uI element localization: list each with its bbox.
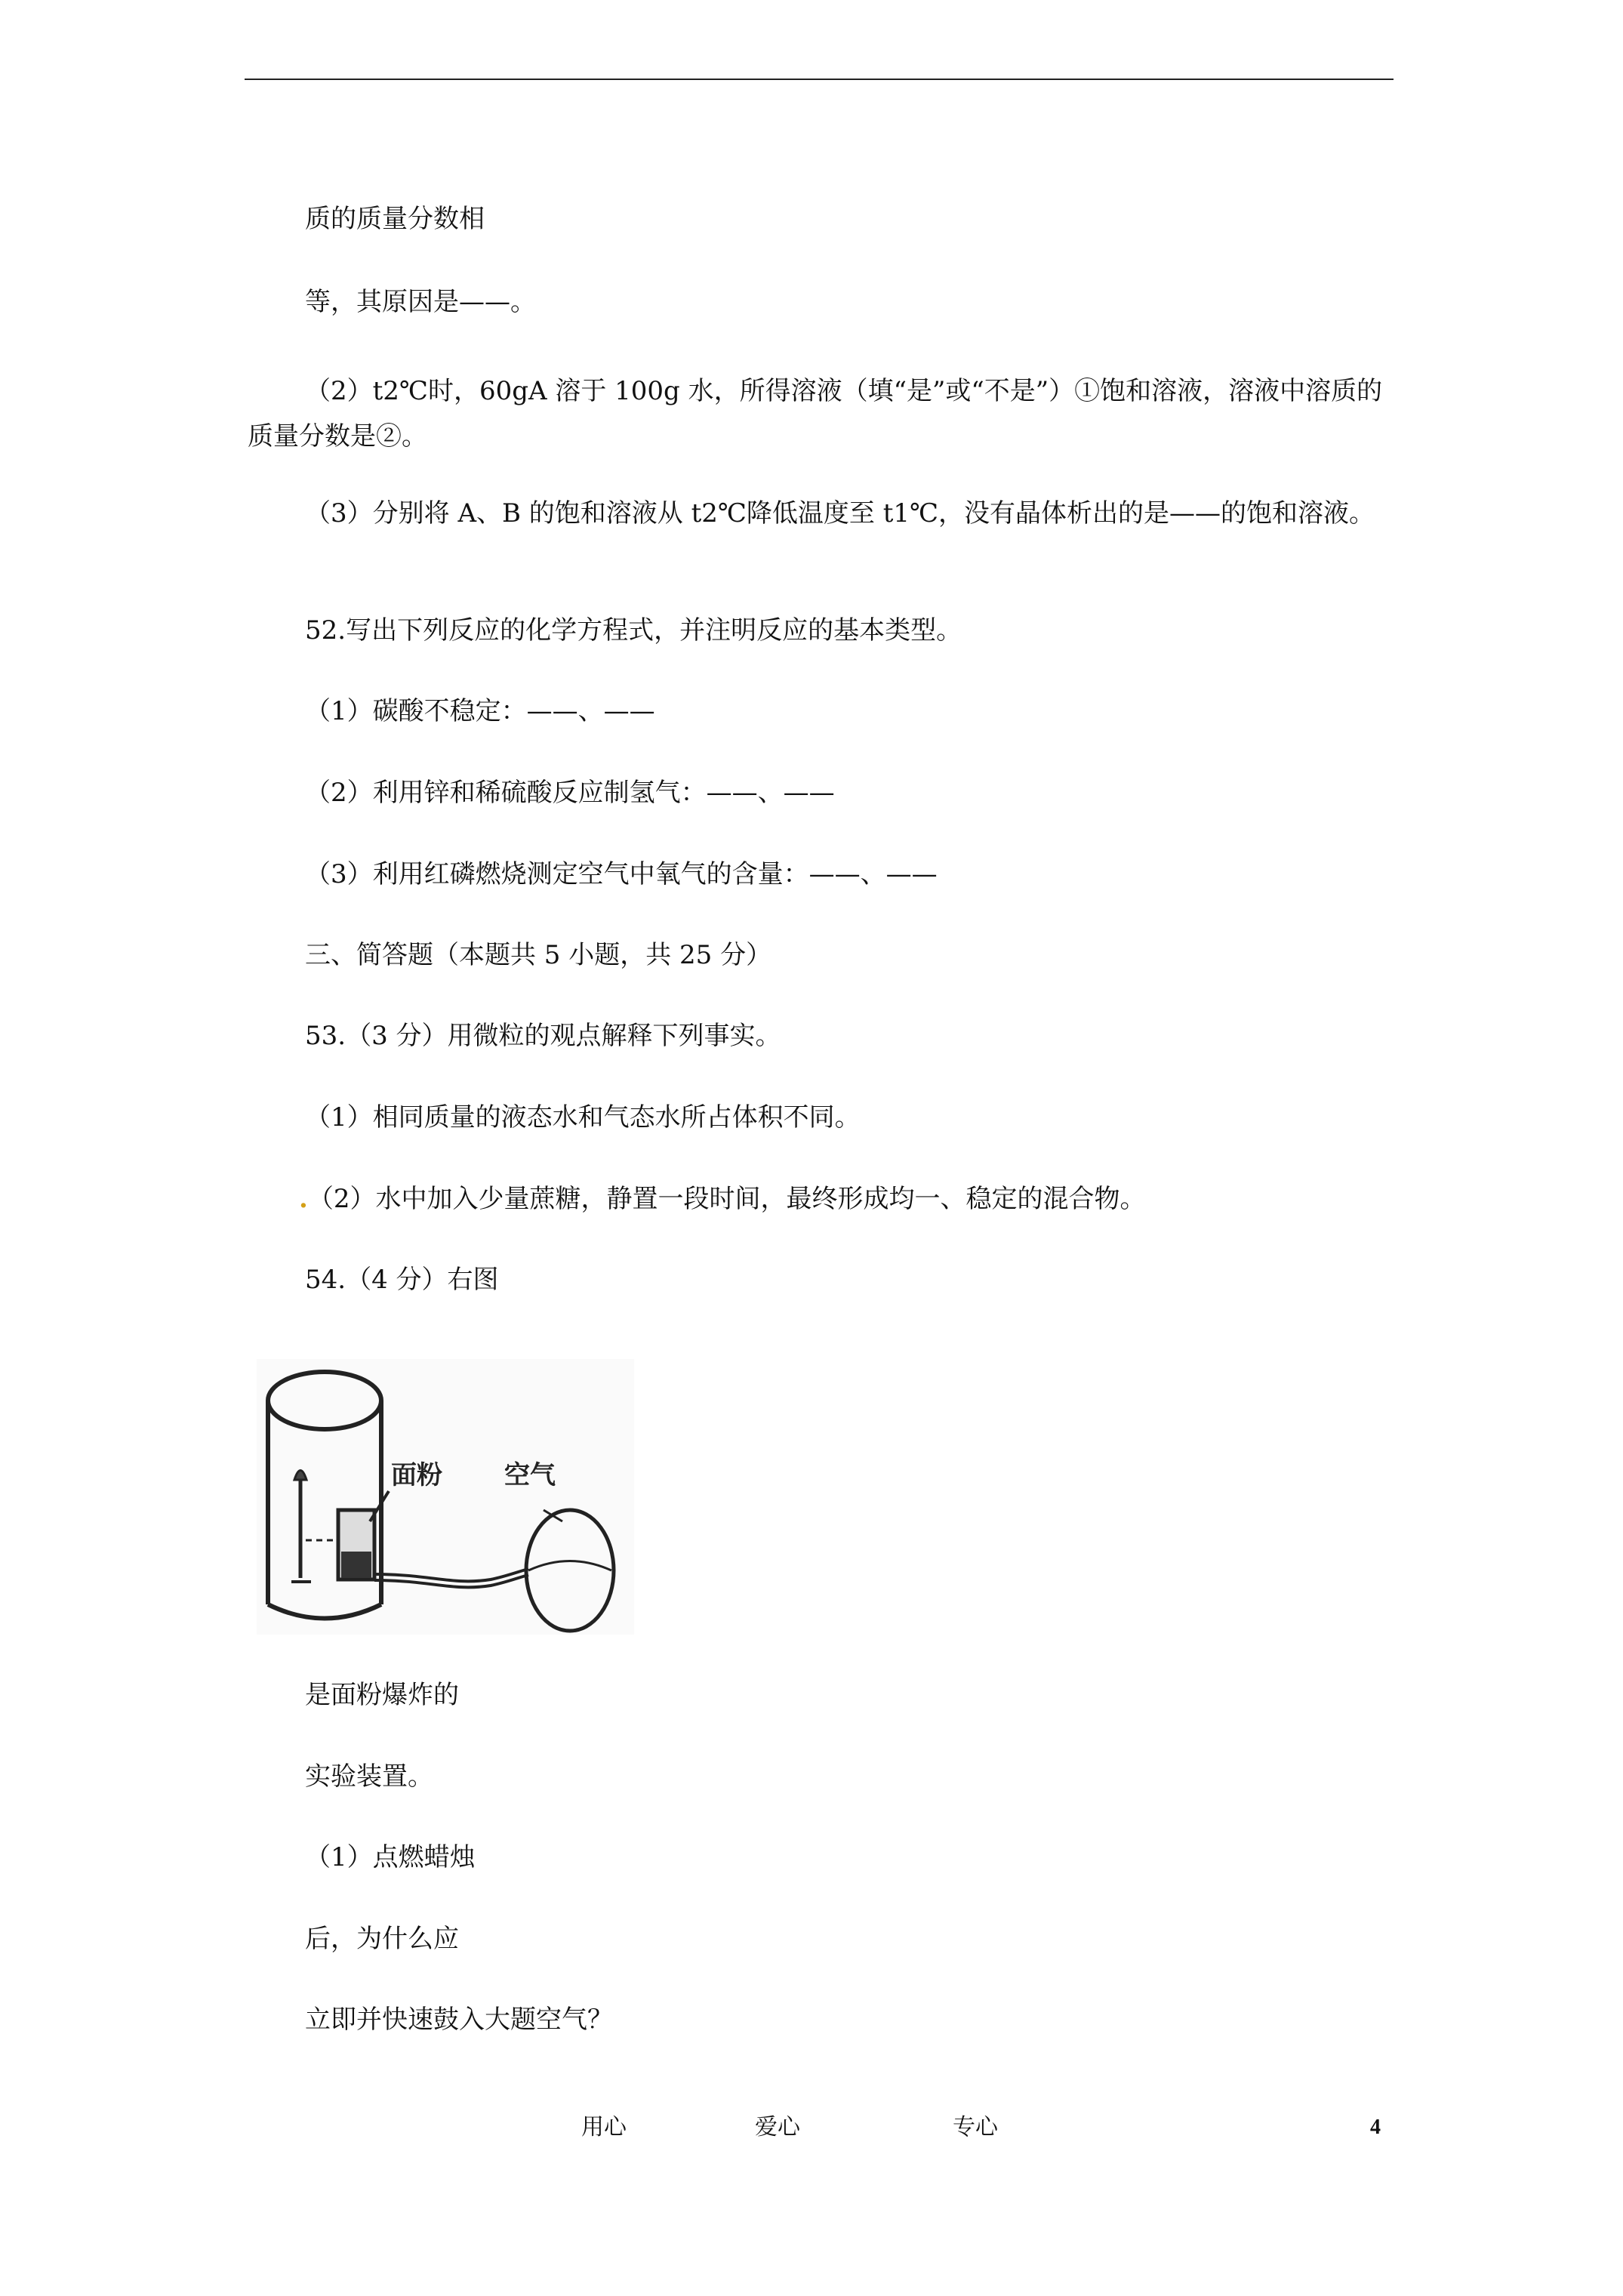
- text-line-2: 等，其原因是——。: [305, 287, 536, 317]
- question-52-item-2: （2）利用锌和稀硫酸反应制氢气：——、——: [305, 778, 835, 808]
- question-54-title: 54.（4 分）右图: [305, 1265, 499, 1295]
- flour-explosion-apparatus-figure: [257, 1359, 634, 1635]
- question-52-item-3: （3）利用红磷燃烧测定空气中氧气的含量：——、——: [305, 859, 938, 889]
- question-53-item-2-text: （2）水中加入少量蔗糖，静置一段时间，最终形成均一、稳定的混合物。: [307, 1184, 1146, 1214]
- footer-item-1: 用心: [581, 2114, 627, 2140]
- question-2-paragraph: （2）t2℃时，60gA 溶于 100g 水，所得溶液（填“是”或“不是”）①饱和溶液，溶液中溶质的质量分数是②。: [248, 376, 1383, 451]
- footer-item-2: 爱心: [755, 2114, 800, 2140]
- after-figure-line-3: （1）点燃蜡烛: [305, 1842, 476, 1872]
- question-53-item-1: （1）相同质量的液态水和气态水所占体积不同。: [305, 1102, 861, 1133]
- after-figure-line-5: 立即并快速鼓入大题空气？: [305, 2005, 613, 2035]
- after-figure-line-4: 后，为什么应: [305, 1924, 459, 1954]
- after-figure-line-2: 实验装置。: [305, 1761, 433, 1792]
- question-52-item-1: （1）碳酸不稳定：——、——: [305, 696, 655, 726]
- question-53-title: 53.（3 分）用微粒的观点解释下列事实。: [305, 1021, 781, 1051]
- header-rule: [245, 79, 1394, 80]
- flour-label: 面粉: [391, 1461, 442, 1490]
- apparatus-drawing: [257, 1359, 634, 1635]
- stray-dot: .: [299, 1184, 308, 1214]
- footer-item-3: 专心: [953, 2114, 998, 2140]
- air-label: 空气: [504, 1461, 556, 1490]
- text-line-1: 质的质量分数相: [305, 204, 485, 234]
- question-53-item-2: [299, 1184, 1145, 1214]
- question-3-paragraph: （3）分别将 A、B 的饱和溶液从 t2℃降低温度至 t1℃，没有晶体析出的是——的饱和溶液。: [305, 498, 1375, 529]
- question-52-title: 52.写出下列反应的化学方程式，并注明反应的基本类型。: [305, 615, 962, 646]
- after-figure-line-1: 是面粉爆炸的: [305, 1680, 459, 1710]
- page-number: 4: [1370, 2116, 1381, 2139]
- section-3-heading: 三、简答题（本题共 5 小题，共 25 分）: [305, 940, 772, 970]
